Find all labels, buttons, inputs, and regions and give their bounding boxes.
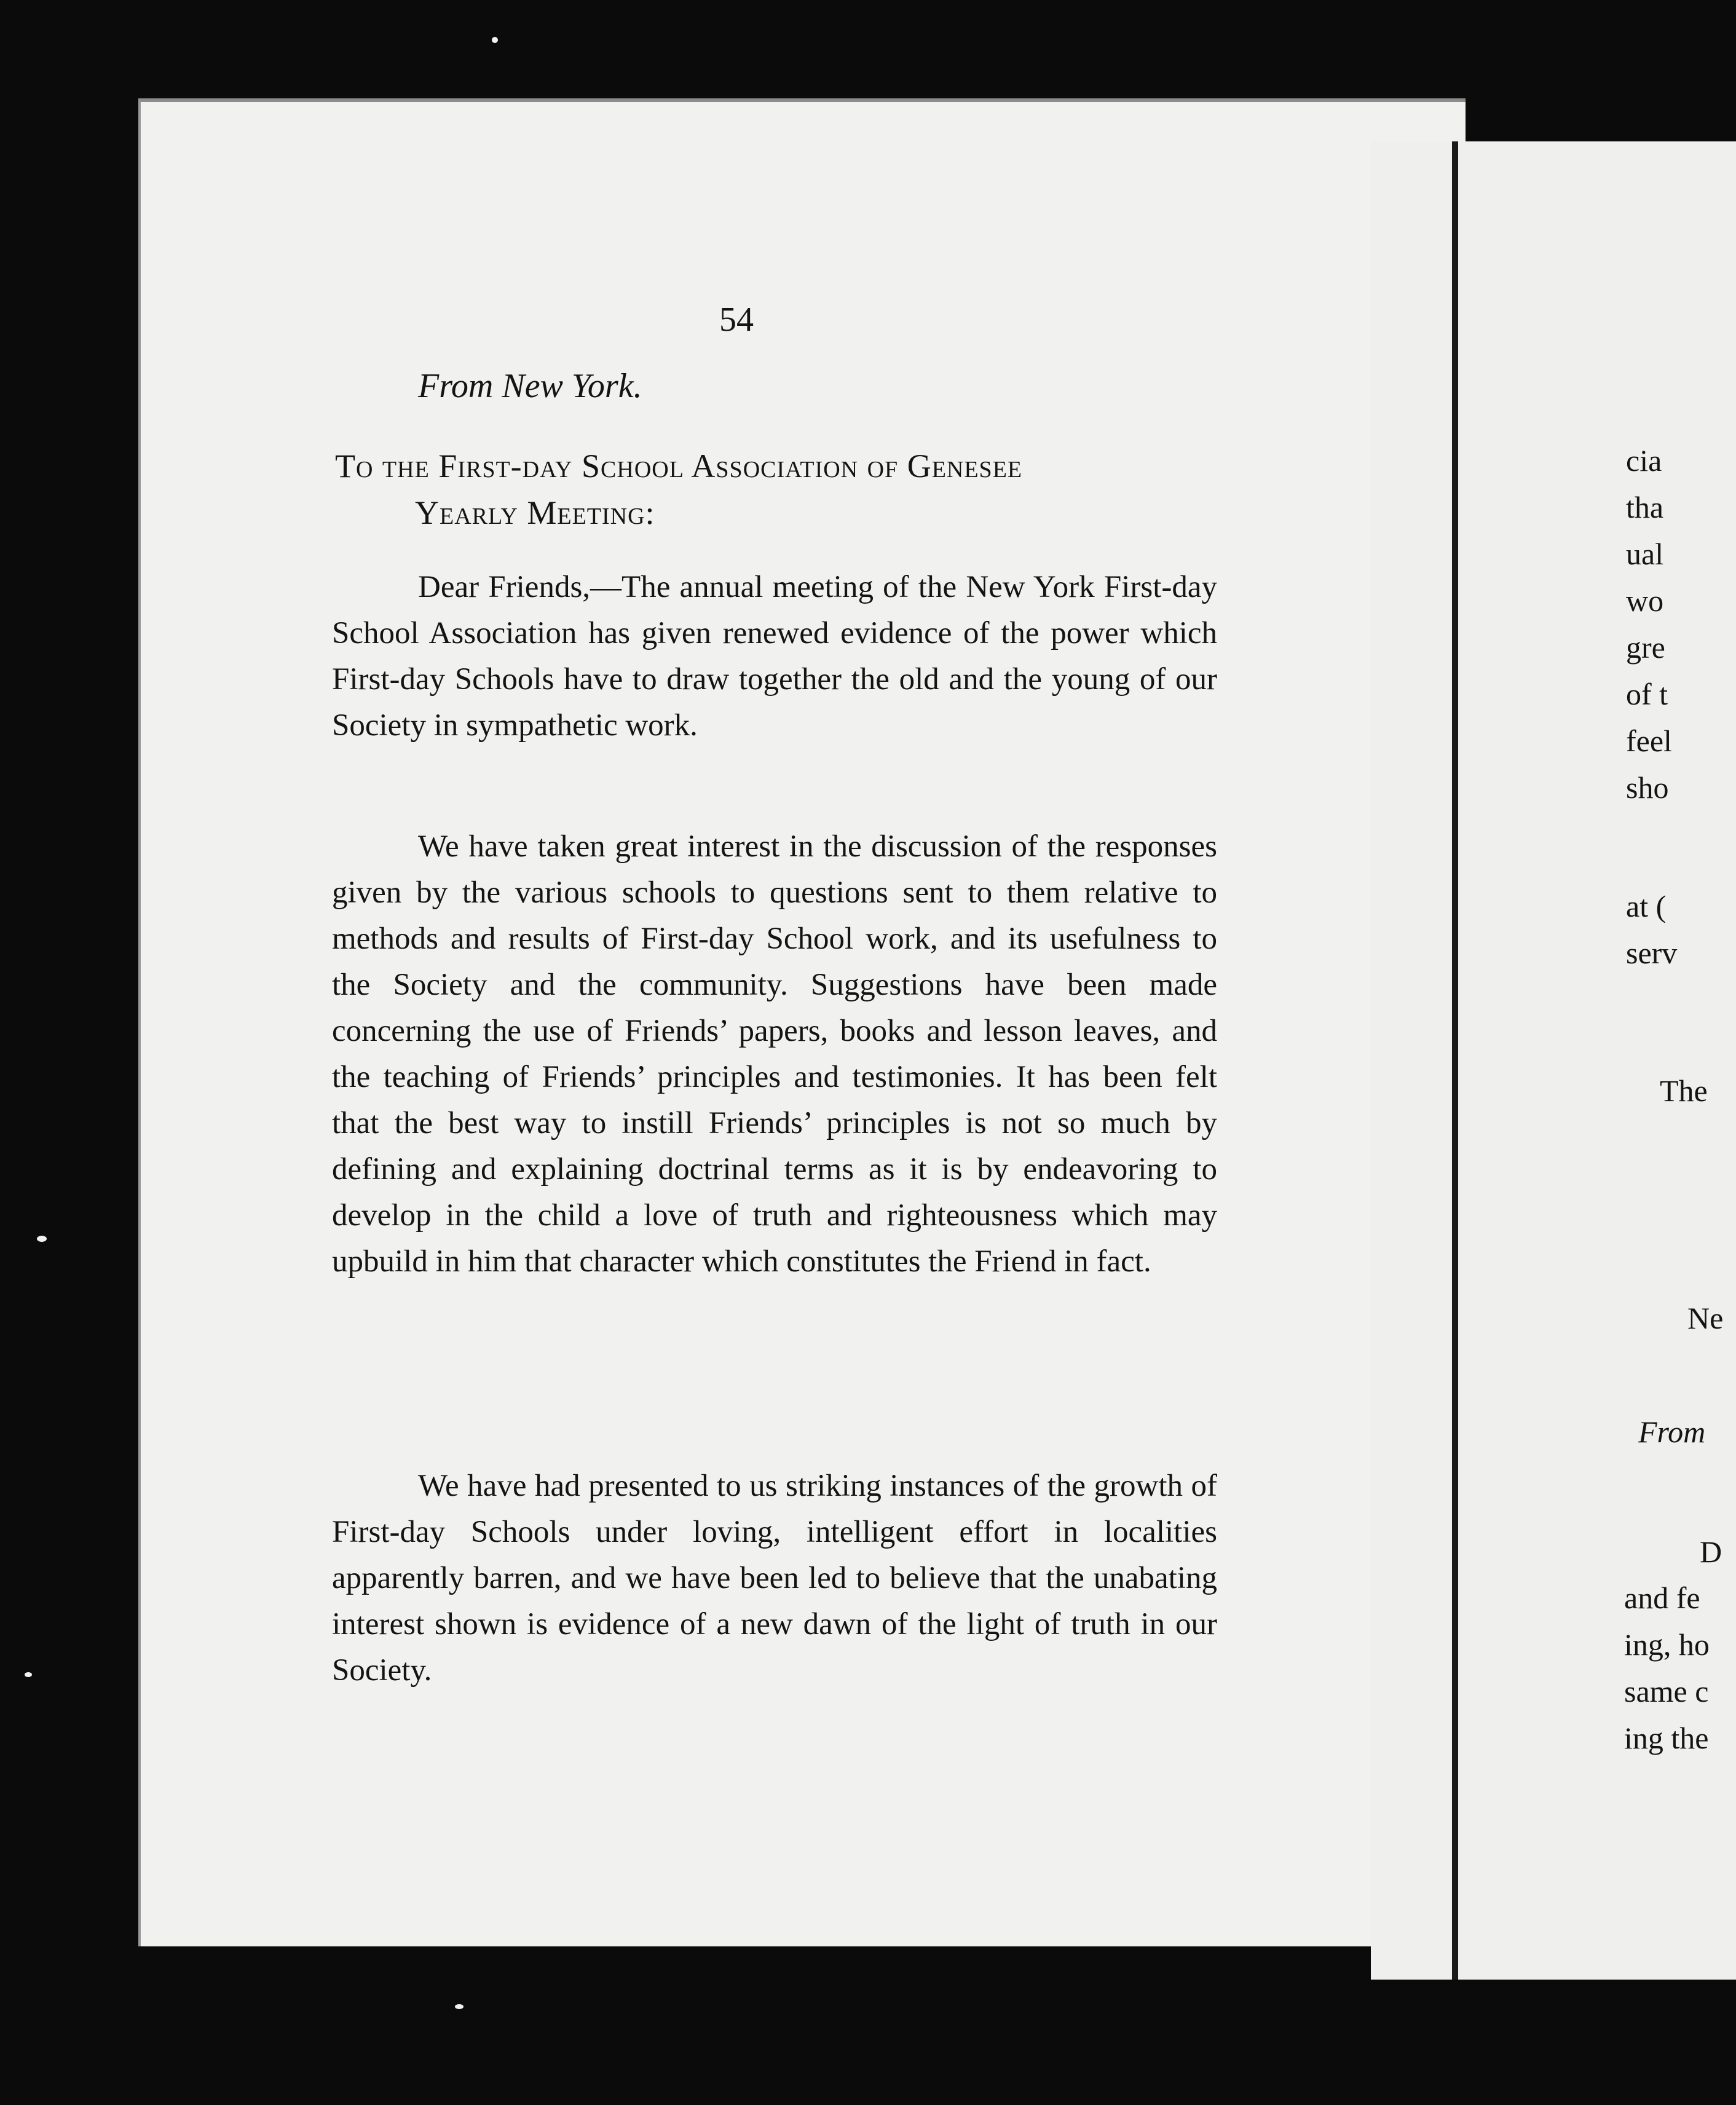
right-page-fragment: ing, ho bbox=[1624, 1627, 1710, 1662]
right-page-fragment: Ne bbox=[1687, 1301, 1724, 1335]
dust-speck bbox=[25, 1672, 32, 1677]
address-line-1: To the First-day School Association of Genesee bbox=[335, 448, 1023, 484]
paragraph-3: We have had presented to us striking instances of the growth of First-day Schools under loving, intelligent effort in localities apparently barren, and we have been led to believe that the unabating interest shown is evidence of a new dawn of the light of truth in our Society. bbox=[332, 1469, 1217, 1688]
dust-speck bbox=[37, 1236, 47, 1242]
right-page-fragment: same c bbox=[1624, 1674, 1709, 1708]
right-page-fragment: The bbox=[1660, 1073, 1708, 1108]
right-page-fragment: of t bbox=[1626, 677, 1668, 711]
salutation-address bbox=[335, 443, 1233, 536]
address-line-2: Yearly Meeting: bbox=[415, 494, 655, 531]
paragraph-2: We have taken great interest in the discussion of the responses given by the various schools to questions sent to them relative to methods and results of First-day School work, and its usefulness to the Society and the community. Suggestions have been made concerning the use of Friends’ papers, books and lesson leaves, and the teaching of Friends’ principles and testimonies. It has been felt that the best way to instill Friends’ principles is not so much by defining and explaining doctrinal terms as it is by endeavoring to develop in the child a love of truth and righteousness which may upbuild in him that character which constitutes the Friend in fact. bbox=[332, 829, 1217, 1279]
page-gutter bbox=[1452, 141, 1458, 1980]
right-page-fragment: D bbox=[1700, 1534, 1722, 1569]
right-page-fragment: cia bbox=[1626, 443, 1662, 478]
right-page-fragment: gre bbox=[1626, 630, 1665, 665]
right-page-fragment: wo bbox=[1626, 583, 1664, 618]
right-page-fragment: ual bbox=[1626, 537, 1664, 571]
right-page-fragment: and fe bbox=[1624, 1581, 1700, 1615]
right-page-fragment: feel bbox=[1626, 724, 1672, 758]
place-heading: From New York. bbox=[418, 367, 642, 405]
page-number: 54 bbox=[719, 301, 754, 339]
dust-speck bbox=[455, 2004, 464, 2009]
right-page-fragment: serv bbox=[1626, 936, 1678, 970]
right-page-fragment: From bbox=[1638, 1415, 1706, 1449]
right-page-fragment: at ( bbox=[1626, 889, 1667, 923]
right-page-fragment: sho bbox=[1626, 770, 1669, 805]
dust-speck bbox=[492, 37, 498, 43]
right-page-fragment: tha bbox=[1626, 490, 1664, 524]
paragraph-1: Dear Friends,—The annual meeting of the New York First-day School Association has given renewed evidence of the power which First-day Schools have to draw together the old and the young of our Society in sympathetic work. bbox=[332, 570, 1217, 743]
right-page-fragment: ing the bbox=[1624, 1721, 1709, 1755]
